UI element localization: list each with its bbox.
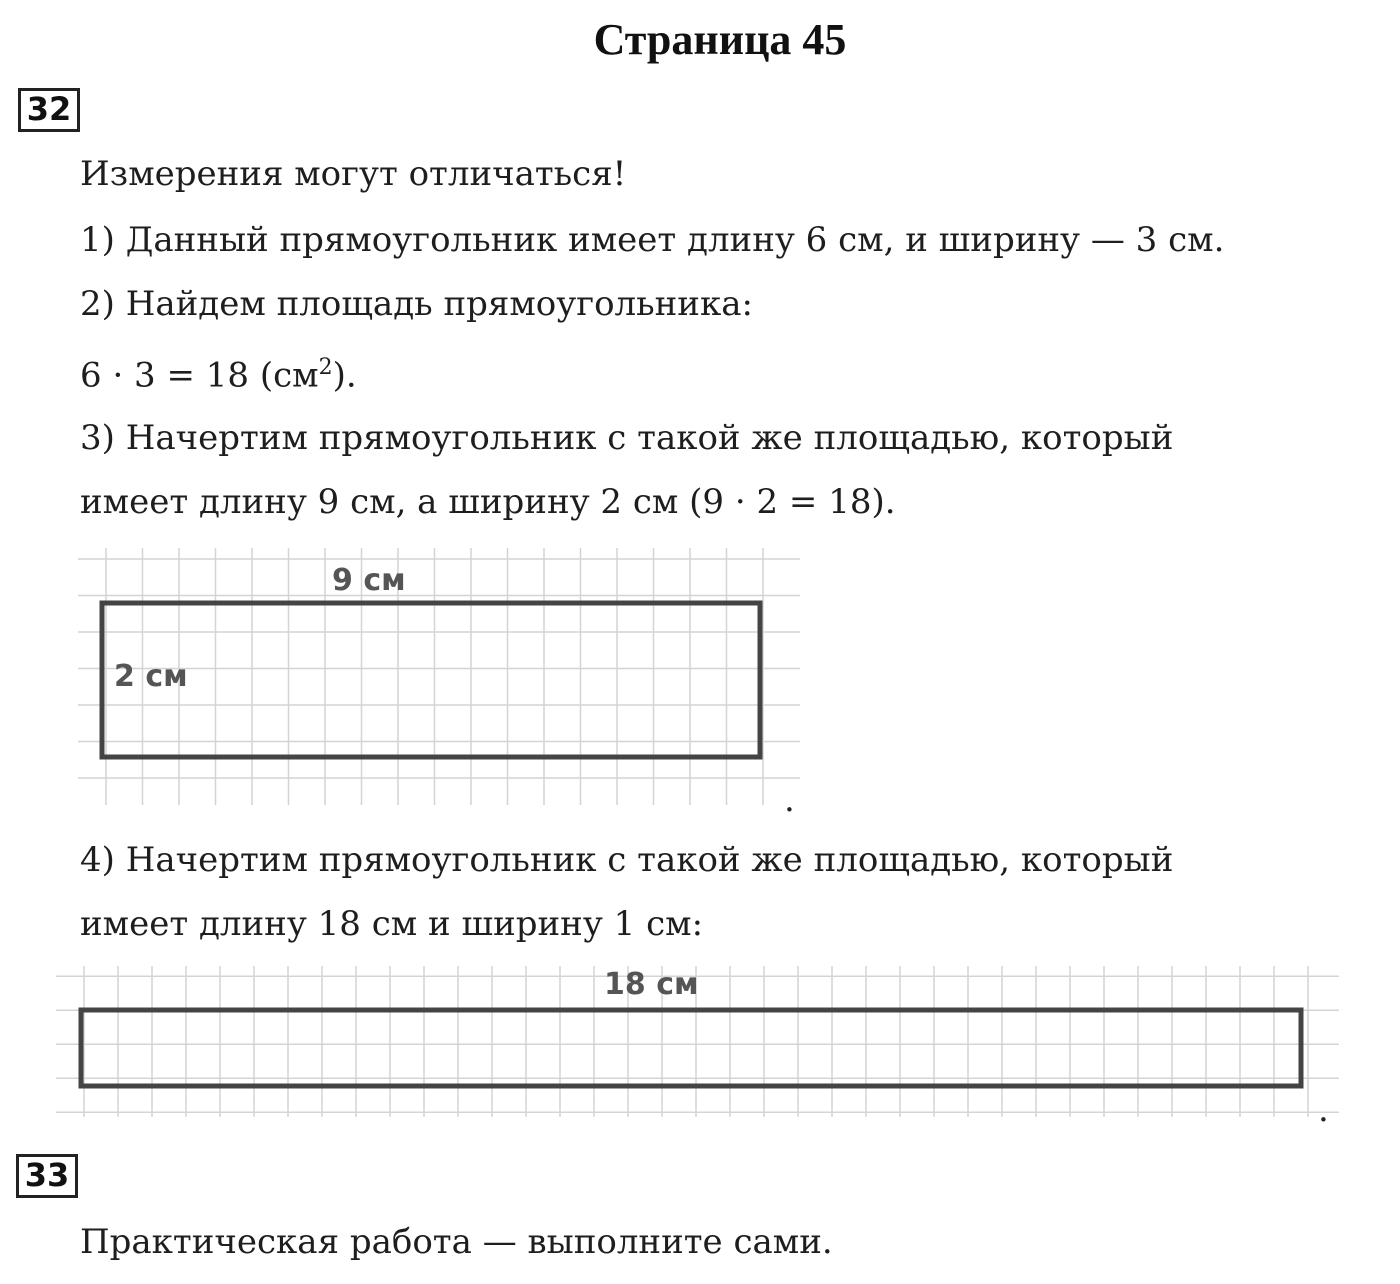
formula-superscript: 2 [318, 355, 333, 380]
rectangle-18x1 [81, 1010, 1301, 1086]
rectangle-width-label: 2 см [114, 659, 188, 694]
step-3-line-1: 3) Начертим прямоугольник с такой же площадью, который [80, 418, 1174, 458]
step-2: 2) Найдем площадь прямоугольника: [80, 284, 753, 324]
rectangle-9x2 [102, 603, 760, 757]
figure-2-period: . [1318, 1090, 1329, 1130]
grid-figure-18x1 [0, 962, 1340, 1130]
task-number-33: 33 [16, 1154, 78, 1198]
task-number-32: 32 [18, 88, 80, 132]
grid-figure-9x2 [0, 540, 800, 820]
area-formula [80, 346, 357, 397]
rectangle-length-label: 18 см [604, 967, 699, 1002]
measurement-note: Измерения могут отличаться! [80, 154, 627, 194]
formula-main: 6 · 3 = 18 (см [80, 355, 319, 396]
formula-end: ). [332, 355, 357, 396]
task-33-text: Практическая работа — выполните сами. [80, 1222, 833, 1262]
step-3-line-2: имеет длину 9 см, а ширину 2 см (9 · 2 = 18). [80, 482, 896, 522]
step-4-line-1: 4) Начертим прямоугольник с такой же площадью, который [80, 840, 1174, 880]
rectangle-length-label: 9 см [332, 563, 406, 598]
figure-1-period: . [784, 780, 795, 820]
page-title: Страница 45 [593, 15, 847, 64]
step-4-line-2: имеет длину 18 см и ширину 1 см: [80, 904, 704, 944]
step-1: 1) Данный прямоугольник имеет длину 6 см, и ширину — 3 см. [80, 220, 1225, 260]
